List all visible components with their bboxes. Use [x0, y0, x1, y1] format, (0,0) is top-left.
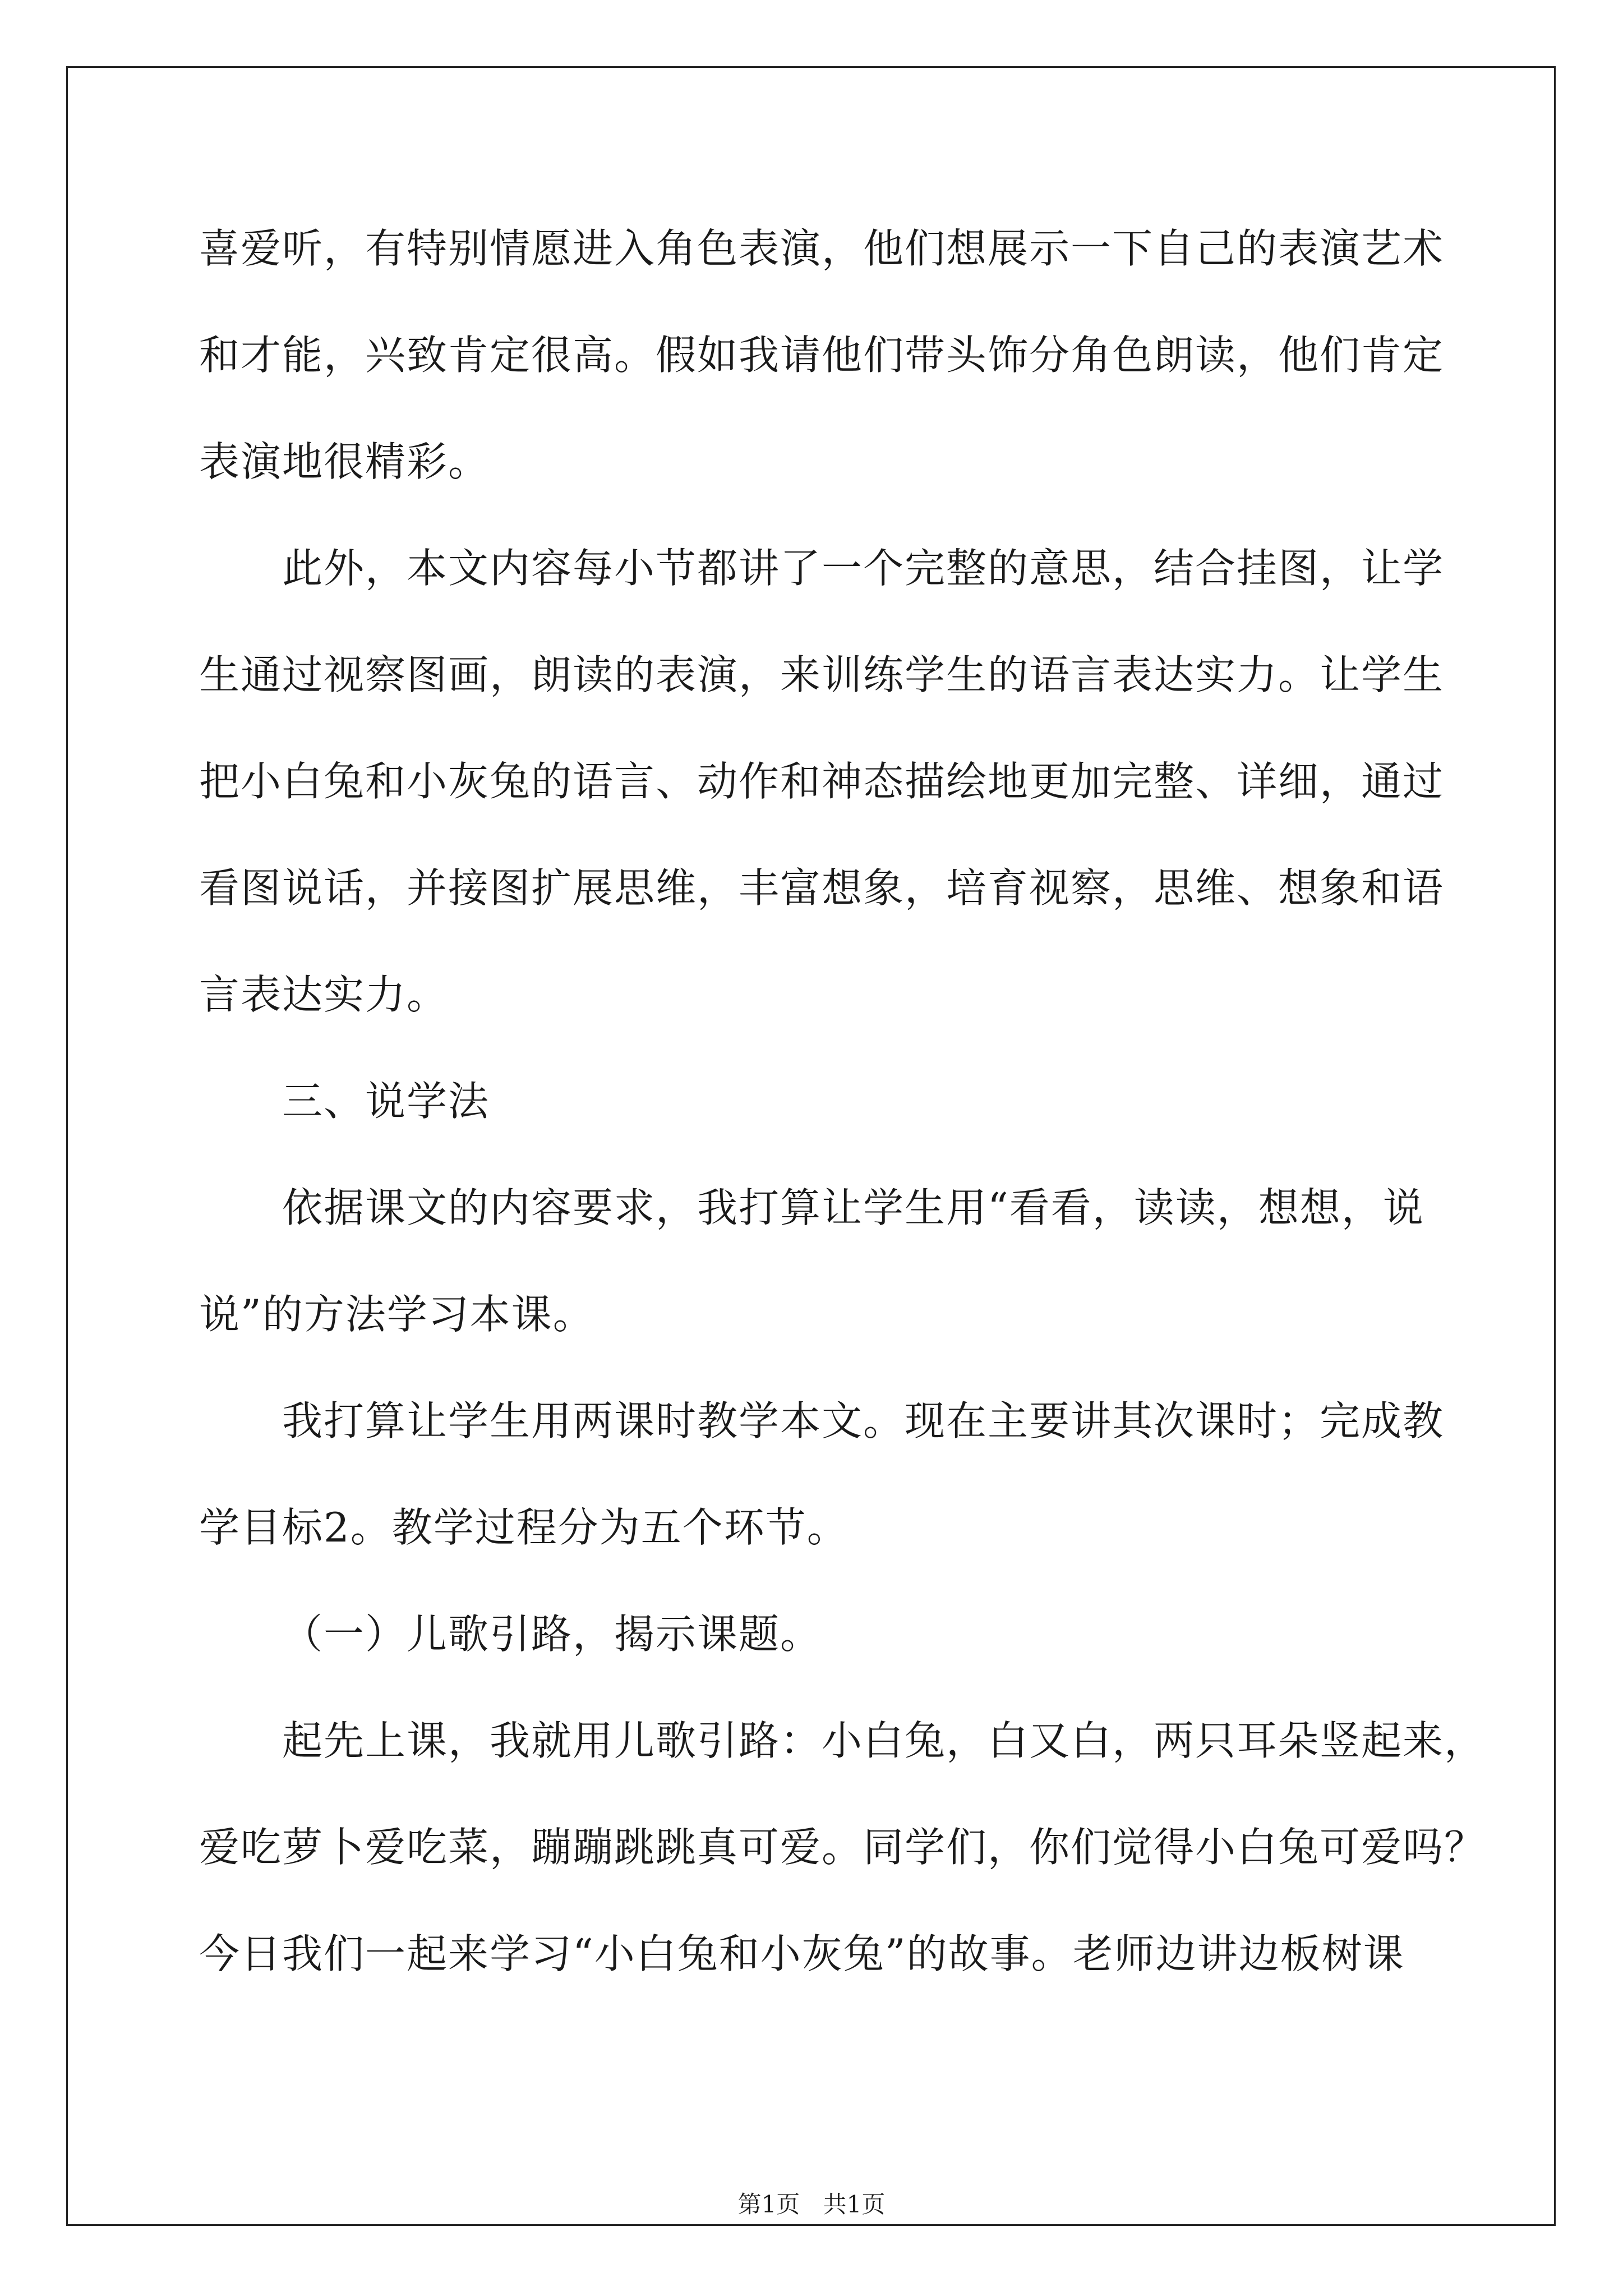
text-line: 和才能，兴致肯定很高。假如我请他们带头饰分角色朗读，他们肯定	[199, 332, 1445, 379]
document-body	[199, 220, 1486, 2032]
text-line: 言表达实力。	[199, 971, 449, 1018]
subsection-heading: （一）儿歌引路，揭示课题。	[282, 1611, 822, 1658]
text-line: 看图说话，并接图扩展思维，丰富想象，培育视察，思维、想象和语	[199, 864, 1445, 912]
text-line: 此外，本文内容每小节都讲了一个完整的意思，结合挂图，让学	[282, 545, 1445, 592]
text-line: 生通过视察图画，朗读的表演，来训练学生的语言表达实力。让学生	[199, 651, 1445, 698]
text-line: 表演地很精彩。	[199, 438, 490, 485]
text-line: 说”的方法学习本课。	[199, 1291, 594, 1338]
text-line: 依据课文的内容要求，我打算让学生用“看看，读读，想想，说	[282, 1184, 1424, 1231]
text-line: 起先上课，我就用儿歌引路：小白兔，白又白，两只耳朵竖起来，	[282, 1717, 1486, 1764]
text-line: 爱吃萝卜爱吃菜，蹦蹦跳跳真可爱。同学们，你们觉得小白兔可爱吗？	[199, 1824, 1486, 1871]
text-line: 今日我们一起来学习“小白兔和小灰兔”的故事。老师边讲边板树课	[199, 1930, 1405, 1977]
text-line: 把小白兔和小灰兔的语言、动作和神态描绘地更加完整、详细，通过	[199, 758, 1445, 805]
page-number: 第1页	[737, 2191, 800, 2218]
text-line: 学目标2。教学过程分为五个环节。	[199, 1504, 849, 1551]
section-heading: 三、说学法	[282, 1078, 490, 1125]
page-footer	[0, 2191, 1623, 2219]
text-line: 喜爱听，有特别情愿进入角色表演，他们想展示一下自己的表演艺术	[199, 225, 1445, 272]
page-total: 共1页	[823, 2191, 886, 2218]
text-line: 我打算让学生用两课时教学本文。现在主要讲其次课时；完成教	[282, 1397, 1445, 1444]
